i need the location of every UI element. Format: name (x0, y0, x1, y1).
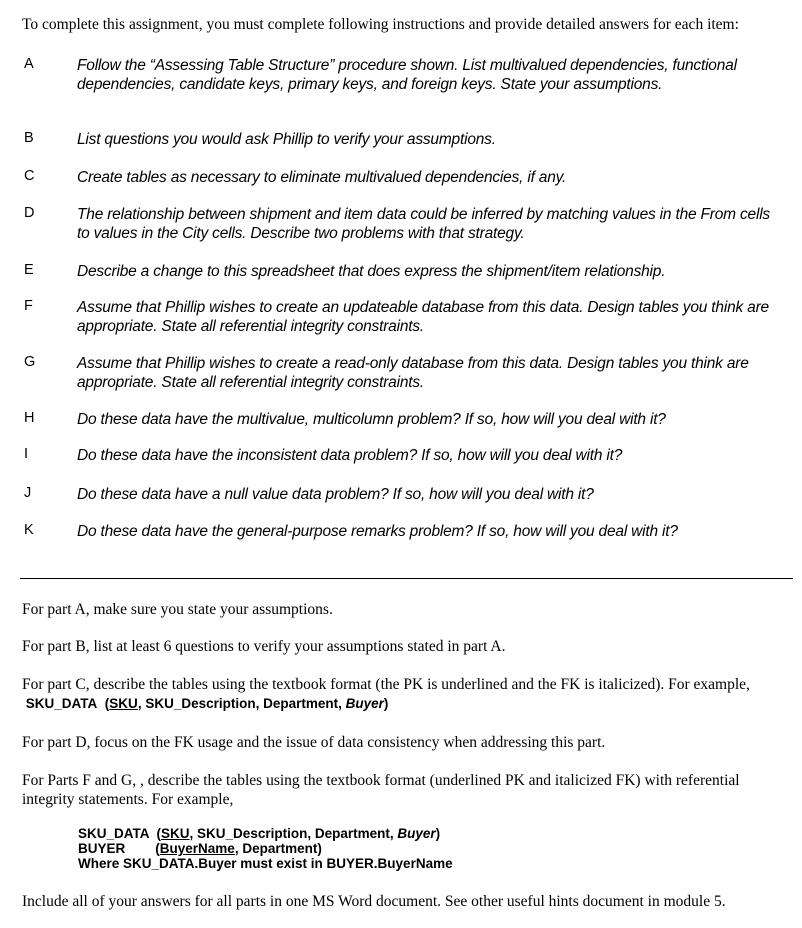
example-paren: ) (383, 696, 389, 711)
example-line-3: Where SKU_DATA.Buyer must exist in BUYER.BuyerName (78, 856, 453, 871)
example-fk: Buyer (345, 696, 384, 711)
example-block (78, 826, 453, 871)
part-c-example (22, 696, 388, 711)
item-text: Describe a change to this spreadsheet that does express the shipment/item relationship. (77, 263, 666, 280)
item-letter: B (24, 130, 34, 146)
item-letter: I (24, 446, 29, 462)
item-text: Follow the “Assessing Table Structure” procedure shown. List multivalued dependencies, functional dependencies, candidate keys, primary keys, and foreign keys. State your assumptions. (77, 57, 737, 93)
example-pk: BuyerName (159, 841, 235, 856)
example-pk: SKU (109, 696, 138, 711)
item-text: Do these data have the inconsistent data problem? If so, how will you deal with it? (77, 447, 623, 464)
item-letter: C (24, 168, 35, 184)
example-columns: , SKU_Description, Department, (189, 826, 398, 841)
example-paren: ( (104, 696, 110, 711)
item-letter: E (24, 262, 34, 278)
example-fk: Buyer (397, 826, 436, 841)
example-table-name: SKU_DATA (25, 696, 98, 711)
example-table-name: SKU_DATA (78, 826, 150, 841)
note-part-fg: For Parts F and G, , describe the tables using the textbook format (underlined PK and italicized FK) with referential integrity statements. For example, (22, 772, 740, 808)
example-line-1 (78, 826, 453, 841)
example-line-2 (78, 841, 453, 856)
note-part-d: For part D, focus on the FK usage and the issue of data consistency when addressing this part. (22, 734, 606, 751)
divider (20, 578, 793, 579)
item-text: Do these data have a null value data problem? If so, how will you deal with it? (77, 486, 594, 503)
note-part-b: For part B, list at least 6 questions to verify your assumptions stated in part A. (22, 638, 506, 655)
example-columns: , Department) (234, 841, 322, 856)
item-letter: H (24, 410, 35, 426)
note-final: Include all of your answers for all parts in one MS Word document. See other useful hints document in module 5. (22, 893, 726, 910)
item-letter: F (24, 298, 33, 314)
item-text: Do these data have the general-purpose remarks problem? If so, how will you deal with it? (77, 523, 678, 540)
item-text: Do these data have the multivalue, multicolumn problem? If so, how will you deal with it? (77, 411, 666, 428)
item-letter: K (24, 522, 34, 538)
item-text: Assume that Phillip wishes to create an updateable database from this data. Design tables you think are appropriate. State all referential integrity constraints. (77, 299, 769, 335)
example-table-name: BUYER (78, 841, 126, 856)
note-part-a: For part A, make sure you state your assumptions. (22, 601, 333, 618)
item-letter: G (24, 354, 36, 370)
intro-text: To complete this assignment, you must complete following instructions and provide detailed answers for each item: (22, 16, 739, 33)
example-pk: SKU (161, 826, 190, 841)
item-letter: D (24, 205, 35, 221)
item-text: Create tables as necessary to eliminate multivalued dependencies, if any. (77, 169, 567, 186)
note-part-c-text: For part C, describe the tables using the textbook format (the PK is underlined and the FK is italicized). For example, (22, 676, 750, 693)
note-part-c (22, 675, 782, 713)
item-letter: J (24, 485, 32, 501)
item-text: Assume that Phillip wishes to create a read-only database from this data. Design tables you think are appropriate. State all referential integrity constraints. (77, 355, 749, 391)
item-text: The relationship between shipment and item data could be inferred by matching values in the From cells to values in the City cells. Describe two problems with that strategy. (77, 206, 770, 242)
example-columns: , SKU_Description, Department, (137, 696, 346, 711)
item-text: List questions you would ask Phillip to verify your assumptions. (77, 131, 496, 148)
item-letter: A (24, 56, 34, 72)
example-paren: ( (156, 826, 162, 841)
example-paren: ( (155, 841, 160, 856)
example-paren: ) (435, 826, 441, 841)
